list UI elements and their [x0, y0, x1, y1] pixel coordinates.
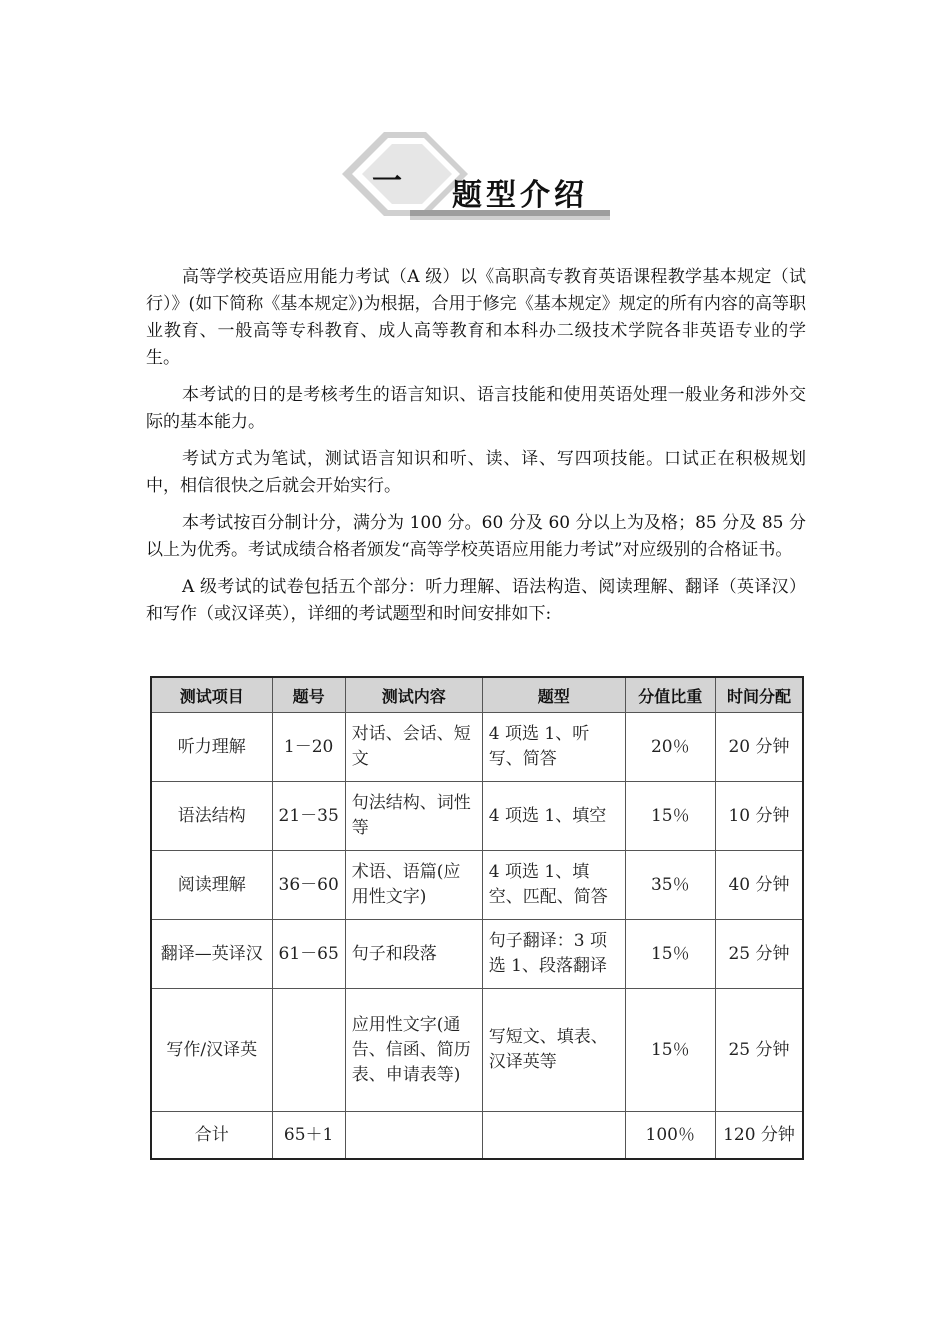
cell-total-label: 合计	[151, 1112, 272, 1160]
cell-score-weight: 15％	[625, 920, 715, 989]
cell-score-weight: 15％	[625, 989, 715, 1112]
heading-number: 一	[372, 164, 402, 199]
cell-total-questions: 65＋1	[272, 1112, 345, 1160]
header-score-weight: 分值比重	[625, 677, 715, 713]
cell-question-type: 写短文、填表、汉译英等	[482, 989, 625, 1112]
table-row	[151, 851, 803, 920]
cell-time-allocation: 10 分钟	[715, 782, 803, 851]
cell-test-item: 翻译—英译汉	[151, 920, 272, 989]
cell-test-content: 句法结构、词性等	[345, 782, 482, 851]
header-time-allocation: 时间分配	[715, 677, 803, 713]
section-heading	[340, 130, 620, 222]
cell-total-content	[345, 1112, 482, 1160]
table-row	[151, 782, 803, 851]
table-row	[151, 713, 803, 782]
cell-question-number: 61－65	[272, 920, 345, 989]
cell-total-score: 100％	[625, 1112, 715, 1160]
body-text	[146, 264, 806, 638]
cell-total-type	[482, 1112, 625, 1160]
cell-question-type: 4 项选 1、听写、简答	[482, 713, 625, 782]
paragraph: 本考试的日的是考核考生的语言知识、语言技能和使用英语处理一般业务和涉外交际的基本能力。	[146, 385, 806, 432]
cell-test-item: 写作/汉译英	[151, 989, 272, 1112]
cell-test-content: 应用性文字(通告、信函、简历表、申请表等)	[345, 989, 482, 1112]
table-row	[151, 989, 803, 1112]
cell-score-weight: 15％	[625, 782, 715, 851]
cell-time-allocation: 25 分钟	[715, 920, 803, 989]
cell-question-number	[272, 989, 345, 1112]
paragraph: 本考试按百分制计分，满分为 100 分。60 分及 60 分以上为及格；85 分及 85 分以上为优秀。考试成绩合格者颁发“高等学校英语应用能力考试”对应级别的合格证书。	[146, 513, 806, 560]
cell-test-content: 术语、语篇(应用性文字)	[345, 851, 482, 920]
cell-question-type: 4 项选 1、填空	[482, 782, 625, 851]
paragraph: 考试方式为笔试，测试语言知识和听、读、译、写四项技能。口试正在积极规划中，相信很快之后就会开始实行。	[146, 449, 806, 496]
cell-question-number: 21－35	[272, 782, 345, 851]
table-total-row	[151, 1112, 803, 1160]
cell-test-item: 阅读理解	[151, 851, 272, 920]
cell-time-allocation: 25 分钟	[715, 989, 803, 1112]
cell-total-time: 120 分钟	[715, 1112, 803, 1160]
cell-test-item: 语法结构	[151, 782, 272, 851]
cell-score-weight: 35％	[625, 851, 715, 920]
table-row	[151, 920, 803, 989]
table-header-row	[151, 677, 803, 713]
exam-structure-table	[150, 676, 804, 1160]
paragraph: A 级考试的试卷包括五个部分：听力理解、语法构造、阅读理解、翻译（英译汉）和写作（或汉译英），详细的考试题型和时间安排如下:	[146, 577, 806, 624]
cell-question-number: 1－20	[272, 713, 345, 782]
cell-score-weight: 20％	[625, 713, 715, 782]
header-test-item: 测试项目	[151, 677, 272, 713]
cell-question-type: 句子翻译：3 项选 1、段落翻译	[482, 920, 625, 989]
header-question-type: 题型	[482, 677, 625, 713]
heading-title: 题型介绍	[452, 178, 588, 213]
header-test-content: 测试内容	[345, 677, 482, 713]
cell-test-item: 听力理解	[151, 713, 272, 782]
cell-question-type: 4 项选 1、填空、匹配、简答	[482, 851, 625, 920]
header-question-number: 题号	[272, 677, 345, 713]
cell-question-number: 36－60	[272, 851, 345, 920]
cell-time-allocation: 20 分钟	[715, 713, 803, 782]
cell-time-allocation: 40 分钟	[715, 851, 803, 920]
cell-test-content: 对话、会话、短文	[345, 713, 482, 782]
paragraph: 高等学校英语应用能力考试（A 级）以《高职高专教育英语课程教学基本规定（试行）》(如下简称《基本规定》)为根据，合用于修完《基本规定》规定的所有内容的高等职业教育、一般高等专科教育、成人高等教育和本科办二级技术学院各非英语专业的学生。	[146, 267, 806, 368]
cell-test-content: 句子和段落	[345, 920, 482, 989]
